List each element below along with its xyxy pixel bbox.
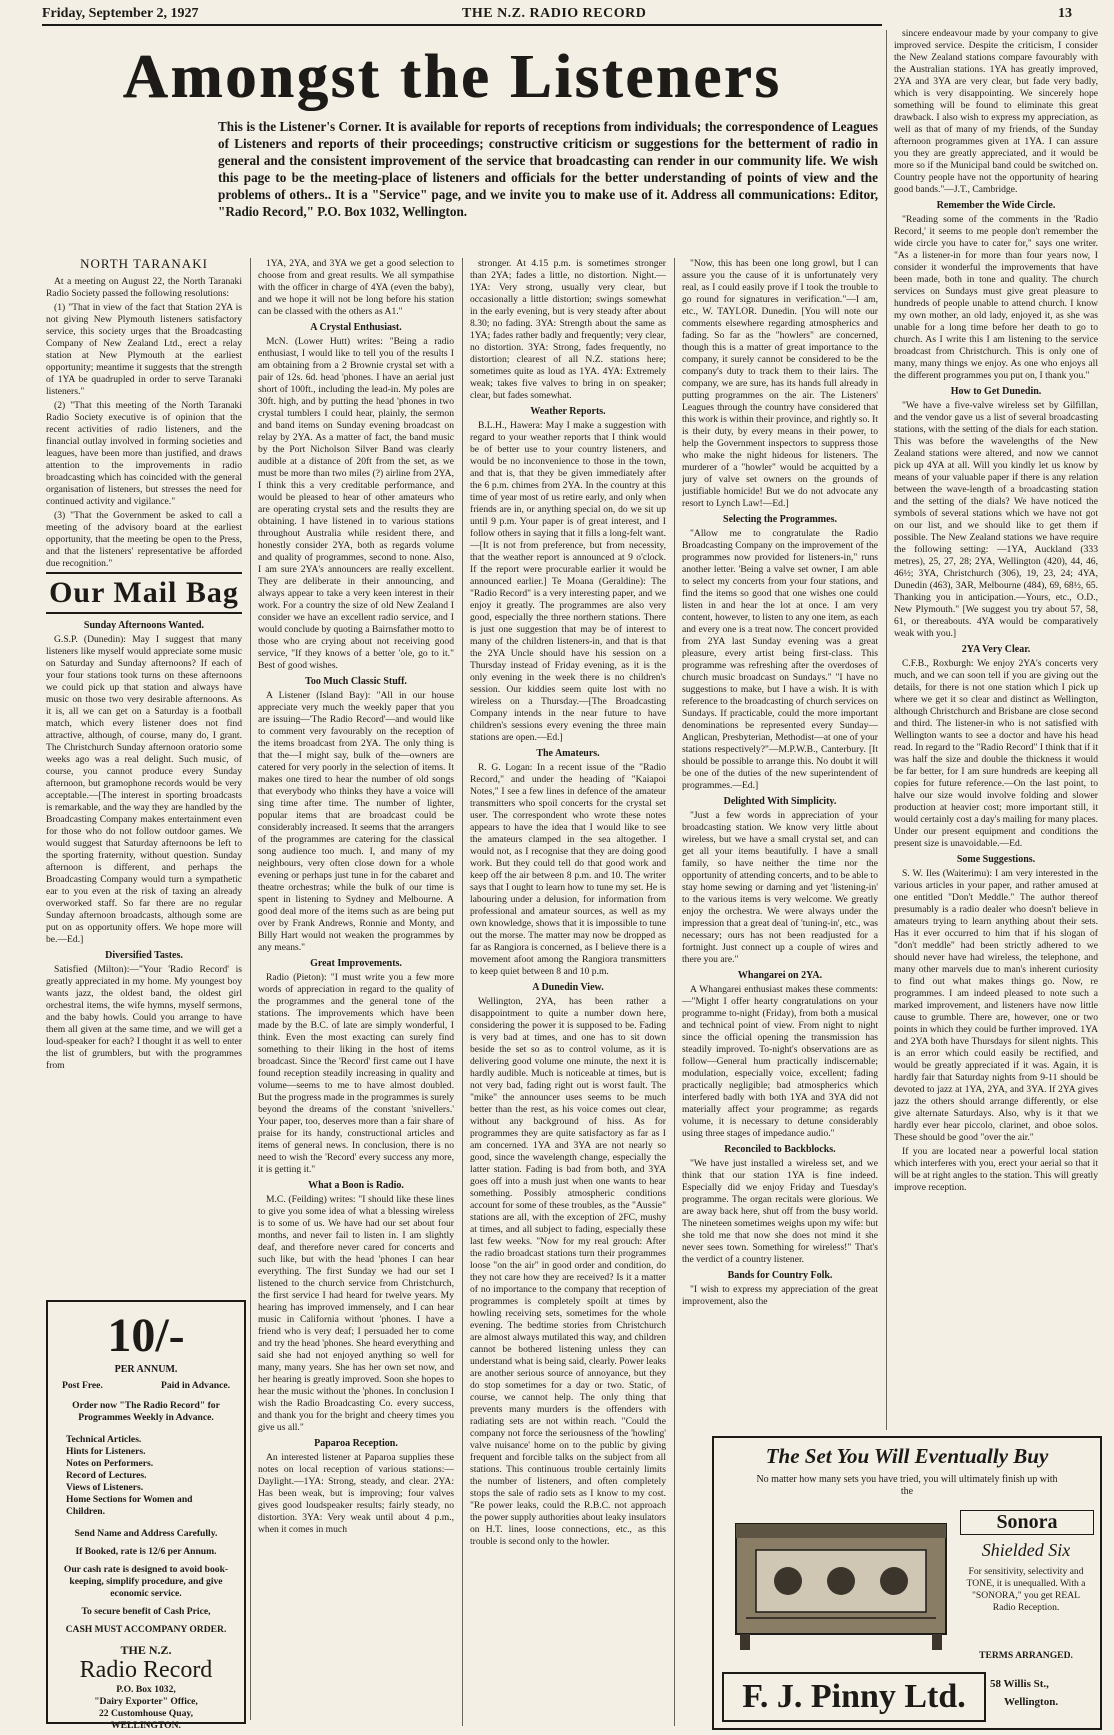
section-title: NORTH TARANAKI <box>80 258 208 271</box>
radio-cabinet-illustration <box>726 1504 956 1654</box>
feature-item: Hints for Listeners. <box>66 1446 146 1457</box>
column-3 <box>470 258 666 1726</box>
letter-text: "We have just installed a wireless set, and we think that our station 1YA is fine indeed. Especially did we enjoy Friday and Tuesday's programme. The organ recitals were glorious. We are away back here, shut off from the busy world. The nineteen sometimes weighs upon my wife: but she told me that now she does not mind it she never sees town. Something for wireless!" That's the verdict of a country listener. <box>682 1158 878 1265</box>
letter-heading: A Crystal Enthusiast. <box>310 322 402 333</box>
letter-text: "We have a five-valve wireless set by Gilfillan, and the vendor gave us a list of several broadcasting stations, with the setting of the dials for each station. This was before the wavelengths of the New Zealand stations were altered, and now we cannot pick up 4YA at all. Will you kindly let us know by means of your valuable paper if there is any relation between the wave-length of a broadcasting station and the setting of the dials? We have noticed the symbols of several stations which we have not got on our list, and we should like to get them if possible. The New Zealand stations we have require the following setting: —1YA, Auckland (333 metres), 25, 27, 28; 2YA, Wellington (420), 44, 46, 46½; 3YA, Christchurch (306), 19, 23, 24; 4YA, Dunedin (463), 3AR, Melbourne (484), 69, 68½, 65. Thanking you in anticipation.—Yours, etc., O.D., New Plymouth." [We suggest you try about 57, 58, 61, or thereabouts. 4YA would be comparatively weak with you.] <box>894 400 1098 639</box>
payment-terms <box>48 1380 244 1392</box>
letter-text: An interested listener at Paparoa supplies these notes on local reception of various stations:— Daylight.—1YA: Strong, steady, and clear. 2YA: Has been weak, but is improving; four valves gives good loudspeaker results; fairly steady, no distortion. 3YA: Very weak until about 4 p.m., when it comes in much <box>258 1452 454 1535</box>
letter-text: Wellington, 2YA, has been rather a disappointment to quite a number down here, considering the power it is supposed to be. Fading is very bad at times, and one has to sit down beside the set so as to control volume, as it is delivering good volume one minute, the next it is hardly audible. Much is noticeable at times, but is not very bad, fading right out is worst fault. The "mike" the announcer uses seems to be much better than the rest, as his voice comes out clear, without any background of hiss. As for programmes they are quite satisfactory as far as I am concerned. 1YA and 3YA are not nearly so good, since the wavelength change, especially the latter station. Fading is bad from both, and 3YA goes off into a mush just when one wants to hear something. Possibly atmospheric conditions account for some of these troubles, as the "Aussie" stations are all, with the exception of 2FC, mushy at times, and all subject to fading, especially these last few weeks. "Now for my real grouch: After the radio broadcast stations turn their programmes loose "on the air" in good order and condition, do they not care how they are received? Is it a matter of no importance to the company that reception of programmes is completely spoilt at times by howling receiving sets, sometimes for the whole evening. The bedtime stories from Christchurch are almost always mutilated this way, and children cannot be bothered listening unless they can understand what is being said, clearly. Power leaks are another serious source of annoyance, but they do stop sometimes for a day or two. Static, of course, we cannot help. The only thing that prevents many murders is the offenders with radiating sets are not within reach. "Could the company not force the seriousness of the 'howling' valve nuisance' home on to the public by giving frequent and forcible talks on the subject from all stations. This continuous trouble certainly limits the number of listeners, and often completely stops the sale of radio sets as I know to my cost. "Re power leaks, could the R.B.C. not approach the power supply authorities about leaky insulators on H.T. lines, loose connections, etc., as this trouble is second only to the howler. <box>470 996 666 1547</box>
publisher-prefix: THE N.Z. <box>120 1643 172 1657</box>
issue-date: Friday, September 2, 1927 <box>42 6 199 21</box>
booked-rate: If Booked, rate is 12/6 per Annum. <box>75 1546 217 1557</box>
feature-item: Technical Articles. <box>66 1434 142 1445</box>
ad-terms: TERMS ARRANGED. <box>979 1650 1073 1661</box>
letter-text: A Whangarei enthusiast makes these comments:—"Might I offer hearty congratulations on your programme to-night (Friday), from both a musical and technical point of view. From night to night since the official opening the transmission has steadily improved. To-night's observations are as follow—General hum practically indiscernable; modulation, especially voice, excellent; fading practically negligible; bad atmospherics which interfered badly with both 1YA and 3YA did not materially affect your programme; as regards volume, it is necessary to detune considerably using three stages of impedance audio." <box>682 984 878 1139</box>
masthead: THE N.Z. RADIO RECORD <box>462 6 647 21</box>
sonora-advertisement <box>712 1436 1102 1730</box>
column-rule <box>674 258 675 1726</box>
letter-heading: Bands for Country Folk. <box>727 1270 833 1281</box>
letter-heading: Remember the Wide Circle. <box>936 200 1056 211</box>
letter-text: sincere endeavour made by your company to give improved service. Despite the criticism, I consider the New Zealand stations compare favourably with the Australian stations. 1YA has greatly improved, 2YA and 3YA are very clear, but fade very badly, which is very disappointing. We sincerely hope something will be found to eliminate this great drawback. I also wish to express my appreciation, as well as that of many of my friends, of the Sunday afternoon programmes given at 1YA. I can assure you they are greatly appreciated, and it would be more so if the Municipal band could be switched on. Country people have not the opportunity of hearing good bands."—J.T., Cambridge. <box>894 28 1098 195</box>
cash-must: CASH MUST ACCOMPANY ORDER. <box>65 1624 227 1635</box>
column-rule <box>250 258 251 1720</box>
address-line: WELLINGTON. <box>111 1720 181 1731</box>
letter-text: G.S.P. (Dunedin): May I suggest that many listeners like myself would appreciate some music on Saturday and Sunday afternoons? If each of your four stations took turns on these afternoons we could pick up that station and always have music on those two very desirable afternoons. As it is, all we can get on a Saturday is a football match, which every listener does not find attractive, although, of course, many do, I grant. The Christchurch Sunday afternoon oratorio some weeks ago was a real delight. Such music, of course, you cannot produce every Sunday afternoon, but gramophone records would be very acceptable.—[The interest in sporting broadcasts is remarkable, and the way they are handled by the Broadcasting Company makes entertainment even for those who do not follow outdoor games. We would suggest that Saturday afternoons be left to the sporting fraternity, without question. Sunday afternoon is different, and perhaps the Broadcasting Company would turn a sympathetic ear to you even at the risk of taxing an already overworked staff. So far there are no regular Sunday afternoon broadcasts, although some are put on as opportunity offers. We hope more will be.—Ed.] <box>46 634 242 945</box>
cash-rate-note: Our cash rate is designed to avoid book-keeping, simplify procedure, and give economic service. <box>63 1564 229 1599</box>
feature-item: Views of Listeners. <box>66 1482 144 1493</box>
letter-heading: Paparoa Reception. <box>314 1438 398 1449</box>
column-rule <box>462 258 463 1726</box>
header-rule <box>42 24 882 26</box>
ad-city: Wellington. <box>1004 1696 1059 1708</box>
feature-item: Home Sections for Women and Children. <box>66 1494 193 1517</box>
letter-heading: Sunday Afternoons Wanted. <box>83 620 205 631</box>
letter-text: M.C. (Feilding) writes: "I should like these lines to give you some idea of what a blessing wireless is to some of us. We have had our set about four months, and never fail to listen in. I am slightly deaf, and therefore never cared for concerts and such like, but with the head 'phones I can hear everything. The first Sunday we had our set I listened to the church service from Christchurch, the first service I had heard for twelve years. My hearing has improved immensely, and I can hear music in California without 'phones. I have a friend who is very deaf; I persuaded her to come and try the head 'phones. She heard everything and said she had not enjoyed anything so well for many, many years. She has her own set now, and her hearing is greatly improved. Soon she hopes to hear the music without the 'phones. In conclusion I wish the Radio Broadcasting Co. every success, and thank you for the bright and cheery times you give us all." <box>258 1194 454 1433</box>
letter-text: McN. (Lower Hutt) writes: "Being a radio enthusiast, I would like to tell you of the results I am obtaining from a 2 Brownie crystal set with a pair of 12s. 6d. head 'phones. I have an aerial just short of 100ft., including the lead-in. My poles are 30ft. high, and by putting the head 'phones in two crystal tumblers I could hear, plainly, the sermon and band items on Sunday evening broadcast on relay by 2YA. As a matter of fact, the band music by the Port Nicholson Silver Band was clearly audible at a distance of 20ft from the set, as we must be more than two miles (?) airline from 2YA, I think this a very creditable performance, and would be pleased to hear of other amateurs who are operating crystal sets and the results they are obtaining. I have listened in to various stations throughout Australia while resident there, and honestly consider 2YA, both as regards volume and quality of programmes, second to none. Also, I am sure 2YA's announcers are really excellent. They are deliberate in their announcing, and always appear to take a very keen interest in their work. For a country the size of old New Zealand I consider we have an excellent radio service, and I would conclude by quoting a Bairnsfather motto to those who are crying about not receiving good service, "If they knows of a better 'ole, go to it." Best of good wishes. <box>258 336 454 671</box>
send-note: Send Name and Address Carefully. <box>74 1528 218 1539</box>
letter-heading: How to Get Dunedin. <box>950 386 1042 397</box>
subscription-price: 10/- <box>107 1309 185 1362</box>
secure-note: To secure benefit of Cash Price, <box>81 1606 211 1617</box>
letter-text: If you are located near a powerful local station which interferes with you, erect your aerial so that it will be at right angles to the station. This will greatly improve reception. <box>894 1146 1098 1193</box>
letter-heading: The Amateurs. <box>536 748 600 759</box>
letter-heading: What a Boon is Radio. <box>308 1180 404 1191</box>
ad-brand: Sonora <box>960 1510 1094 1535</box>
order-text: Order now "The Radio Record" for Programmes Weekly in Advance. <box>72 1400 220 1423</box>
column-rule <box>886 30 887 1430</box>
letter-heading: Delighted With Simplicity. <box>723 796 837 807</box>
letter-text: "Allow me to congratulate the Radio Broadcasting Company on the improvement of the programmes now provided for listeners-in," runs another letter. 'Being a valve set owner, I am able to select my concerts from your four stations, and find the items so good that one wishes one could listen in and hear the lot at once. I am very content, however, to listen to any one item, as each and every one is a treat now. The concert provided from 2YA last Sunday evening was a great pleasure, every artist being first-class. This programme was refreshing after the overdoses of church music broadcast on Sundays." "I have no suggestions to make, but I have a wish. It is with reference to the broadcasting of church services on Sundays. If practicable, could the more important denominations be represented every Sunday—Anglican, Presbyterian, Methodist—at one of your stations respectively?"—M.P.W.B., Canterbury. [It should be possible to arrange this. No doubt it will be one of the duties of the new superintendent of programmes.—Ed.] <box>682 528 878 791</box>
letter-text: "Just a few words in appreciation of your broadcasting station. We know very little about wireless, but we have a small crystal set, and can get all your items beautifully. I have a small family, so have neither the time nor the opportunity of attending concerts, and to be able to stay home sewing or darning and yet 'listening-in' to the various items is very welcome. We greatly enjoy the orchestra. We were always under the impression that a great deal of 'tuning-in', etc., was necessary; ours has not been readjusted for a fortnight. Just connect up a couple of wires and there you are." <box>682 810 878 965</box>
letter-text: "Now, this has been one long growl, but I can assure you the cause of it is unfortunately very real, as I could easily prove if I took the trouble to go round for signatures in verification."—I am, etc., W. TAYLOR. Dunedin. [You will note our comments elsewhere regarding atmospherics and fading. So far as the "howlers" are concerned, though this is a matter of great importance to the company, it surely cannot be considered to be the company's duty to track them to their lairs. The company, we are sure, has its hands full already in putting programmes on the air. The Listeners' Leagues through the country have considered that this work is within their province, and rightly so. It is their duty, by every means in their power, to help the Government inspectors to suppress those who make the night hideous for listeners. The murderer of a "howler" would be acquitted by a jury of valve set owners on the grounds of justifiable homicide! But we do not advocate any resort to Lynch Law!—Ed.] <box>682 258 878 509</box>
feature-list <box>66 1434 226 1518</box>
letter-heading: Some Suggestions. <box>956 854 1036 865</box>
article-text: At a meeting on August 22, the North Taranaki Radio Society passed the following resolutions: <box>46 276 242 299</box>
letter-heading: Selecting the Programmes. <box>723 514 837 525</box>
per-annum: PER ANNUM. <box>114 1364 178 1375</box>
letter-heading: A Dunedin View. <box>532 982 604 993</box>
article-text: (2) "That this meeting of the North Taranaki Radio Society executive is of opinion that the recent activities of radio listeners, and the financial outlay involved in forming societies and leagues, have been more than justified, and draws attention to the improvements in radio broadcasting which has coincided with the general organisation of listeners, but stresses the need for continued activity and vigilance." <box>46 400 242 507</box>
letter-text: "Reading some of the comments in the 'Radio Record,' it seems to me people don't remember the wide circle you have to cater for," says one writer. "As a listener-in for more than four years now, I consider it wonderful the improvements that have been made, both in tone and quality. The church services on Sundays must give great pleasure to hundreds of people unable to attend church. I know my own mother, an old lady, enjoyed it, as she was unable for a long time before her death to go to church. As I write this I am listening to the service broadcast from Christchurch. This is only one of many, many things we enjoy. As one who enjoys all the different programmes you put on, I thank you." <box>894 214 1098 381</box>
letter-heading: Reconciled to Backblocks. <box>724 1144 836 1155</box>
column-1 <box>46 258 242 1294</box>
address-line: 22 Customhouse Quay, <box>98 1708 194 1719</box>
ad-address: 58 Willis St., <box>990 1678 1049 1690</box>
letter-text: Satisfied (Milton):—"Your 'Radio Record' is greatly appreciated in my home. My youngest boy wants jazz, the oldest band, the oldest girl orchestral items, the wife hymns, myself sermons, and the baby howls. Could you arrange to have them all given at the same time, and we will get a loud-speaker for each? I thought it as well to enter the list of grumblers, but with the programmes from <box>46 964 242 1071</box>
column-4 <box>682 258 878 1430</box>
letter-heading: Too Much Classic Stuff. <box>305 676 407 687</box>
ad-firm-name: F. J. Pinny Ltd. <box>722 1672 986 1722</box>
column-2 <box>258 258 454 1726</box>
page-headline: Amongst the Listeners <box>122 43 782 111</box>
feature-item: Notes on Performers. <box>66 1458 154 1469</box>
running-header <box>42 4 1082 26</box>
letter-heading: Whangarei on 2YA. <box>737 970 823 981</box>
address-line: "Dairy Exporter" Office, <box>94 1696 198 1707</box>
ad-subtitle: No matter how many sets you have tried, you will ultimately finish up with the <box>756 1474 1058 1497</box>
mailbag-heading: Our Mail Bag <box>46 572 242 614</box>
letter-text: R. G. Logan: In a recent issue of the "Radio Record," and under the heading of "Kaiapoi Notes," I see a few lines in defence of the amateur transmitters who spoil concerts for the crystal set user. The correspondent who wrote these notes appears to have the idea that I would like to see the amateurs clamped in the sea altogether. I would not, as I recognise that they are doing good work. But they could tell do that good work and keep off the air between 8 p.m. and 10. The writer says that I ought to learn how to tune my set. He is labouring under a delusion, for information from professional and amateur sources, as well as my own knowledge, shows that it is impossible to tune out the morse. The matter may now be dropped as far as Rangiora is concerned, as I believe there is a movement afoot among the Rangiora transmitters to keep quiet between 8 and 10 p.m. <box>470 762 666 977</box>
article-text: (3) "That the Government be asked to call a meeting of the advisory board at the earliest opportunity, that the meeting be open to the Press, and that the listeners' representative be afforded due recognition." <box>46 510 242 569</box>
address-line: P.O. Box 1032, <box>116 1684 176 1695</box>
letter-heading: Weather Reports. <box>530 406 606 417</box>
feature-item: Record of Lectures. <box>66 1470 147 1481</box>
letter-text: "I wish to express my appreciation of the great improvement, also the <box>682 1284 878 1307</box>
intro-paragraph: This is the Listener's Corner. It is available for reports of receptions from individuals; the correspondence of Leagues of Listeners and reports of their proceedings; constructive criticism or suggestions for the betterment of radio in general and the consistent improvement of the service that broadcasting can render in our community life. We wish this page to be the meeting-place of listeners and officials for the better understanding of points of view and the problems of others.. It is a "Service" page, and we invite you to make use of it. Address all communications: Editor, "Radio Record," P.O. Box 1032, Wellington. <box>218 119 878 219</box>
letter-text: A Listener (Island Bay): "All in our house appreciate very much the weekly paper that you are issuing—'The Radio Record'—and would like to comment very favourably on the reception of the items broadcast from 2YA. The only thing is that the—I might say, bulk of the—owners are catered for very poorly in the selection of items. It makes one tired to hear the number of old songs that everybody who thinks they have a voice will sing time after time. The number of lighter, popular items that are broadcast could be considerably increased. It seems that the arrangers of the programmes are catering for the classical song audience too much. I, and many of my neighbours, very often close down for a whole evening or perhaps just tune in for the cabaret and theatre orchestras; while the bulk of our time is spent in listening to Sydney and Melbourne. A good deal more of the items such as are being put over by Frank Andrews, Ronnie and Monty, and Billy Hart would not weaken the programmes by any means." <box>258 690 454 953</box>
letter-heading: 2YA Very Clear. <box>961 644 1031 655</box>
paid-in-advance: Paid in Advance. <box>160 1380 230 1391</box>
letter-text: B.L.H., Hawera: May I make a suggestion with regard to your weather reports that I think would be of better use to your country listeners, and would be no inconvenience to those in the town, and that is, that they be given immediately after the 6 p.m. chimes from 2YA. In the country at this time of year most of us retire early, and only when friends are in, or anything special on, do we sit up until 9 p.m. Your paper is of great interest, and I follow others in saying that it fills a long-felt want.—[It is not from preference, but from necessity, that the weather report is announced at 9 o'clock. If the report were procurable earlier it would be announced earlier.] Te Moana (Geraldine): The "Radio Record" is a very interesting paper, and we enjoy it greatly. The programmes are also very good, especially the three northern stations. There is just one suggestion that may be of interest to many of the children listeners-in, and that is that the 2YA Uncle should have his session on a Thursday instead of Friday evening, as it is the only evening in the week there is no children's session. Our kiddies seem quite lost with no wireless on a Thursday.—[The Broadcasting Company intends in the near future to have children's sessions every evening the three main stations are open.—Ed.] <box>470 420 666 743</box>
column-5 <box>894 28 1098 1430</box>
letter-text: C.F.B., Roxburgh: We enjoy 2YA's concerts very much, and we can soon tell if you are giving out the details, for there is not one station which I pick up where we get it so clear and distinct as Wellington, although Christchurch and Brisbane are close second and third. The listener-in who is not satisfied with Wellington wants to see a doctor and have his head read. In regard to the "Radio Record" I think that if it was half the size and double the thickness it would be far better, for I am sure hundreds are keeping all copies for future reference.—On the last point, to halve our size would involve folding and slower production at heavier cost; more important still, it would certainly cost a day's mailing for many places. Under our present equipment and conditions the present size is unavoidable.—Ed. <box>894 658 1098 849</box>
ad-model: Shielded Six <box>981 1540 1071 1560</box>
ad-description: For sensitivity, selectivity and TONE, it is unequalled. With a "SONORA," you get REAL Radio Reception. <box>966 1566 1086 1613</box>
letter-text: 1YA, 2YA, and 3YA we get a good selection to choose from and great results. We all sympathise with the officer in charge of 4YA (even the baby), and we hope it will not be long before his station can be classed with the others as A1." <box>258 258 454 317</box>
letter-heading: Diversified Tastes. <box>105 950 183 961</box>
post-free: Post Free. <box>62 1380 103 1391</box>
letter-text: Radio (Pieton): "I must write you a few more words of appreciation in regard to the quality of the programmes and the general tone of the stations. The improvements which have been made by the B.C. of late are simply wonderful, I think. Even the most exacting can surely find something to their liking in the host of items broadcast. Since the 'Record' first came out I have found reception steadily increasing in quality and volume—seems to me to have almost doubled. But the progress made in the programmes is surely beyond the dreams of the constant 'snivellers.' Your paper, too, deserves more than a fair share of praise for its handy, constructional articles and items of general news. In conclusion, there is no need to wish the 'Record' every success any more, it is getting it." <box>258 972 454 1175</box>
publisher-brand: Radio Record <box>79 1657 213 1683</box>
letter-text: S. W. Iles (Waiterimu): I am very interested in the various articles in your paper, and rather amused at one entitled "Don't Meddle." The author thereof presumably is a radio dealer who doesn't believe in amateurs trying to learn anything about their sets. Has it ever occurred to him that if his slogan of "don't meddle" had been strictly adhered to we should never have had wireless, the telephone, and many other marvels due to man's inherent curiosity to find out what makes things go. Now, re programmes. I am indeed pleased to note such a marked improvement, and listeners have now little cause to grumble. There are, however, one or two points in which they could be further improved. 1YA and 2YA both have Thursdays for silent nights. This is an error which could easily be rectified, and would be greatly appreciated if it was. Again, it is hardly fair that Saturday nights from 9-11 should be devoted to jazz at 1YA, 2YA, and 3YA. If 2YA gives jazz the others should arrange differently, or else give alternate Saturdays. Also, why is it that we hardly ever hear piccolo, clarinet, and oboe solos. These should be good "over the air." <box>894 868 1098 1143</box>
letter-heading: Great Improvements. <box>310 958 402 969</box>
page-number: 13 <box>1058 6 1072 21</box>
subscription-box <box>46 1300 246 1731</box>
ad-title: The Set You Will Eventually Buy <box>765 1444 1049 1468</box>
article-text: (1) "That in view of the fact that Station 2YA is not giving New Plymouth listeners satisfactory service, this society urges that the Broadcasting Company of New Zealand Ltd., erect a relay station at New Plymouth at the earliest opportunity; meantime it suggests that the strength of 1YA be quadrupled in order to serve Taranaki listeners." <box>46 302 242 397</box>
letter-text: stronger. At 4.15 p.m. is sometimes stronger than 2YA; fades a little, no distortion. Night.—1YA: Very strong, usually very clear, but occasionally a little distortion; swings somewhat in the early evening, but is very steady after about 8.30; no fading. 3YA: Strength about the same as 1YA; fades rather badly and frequently; very clear, no distortion. 3YA: Strong, fades frequently, no distortion; clearest of all N.Z. stations here; sometimes quite as loud as 1YA. 4YA: Extremely weak; takes five valves to bring in on speaker; clear, but fades somewhat. <box>470 258 666 401</box>
